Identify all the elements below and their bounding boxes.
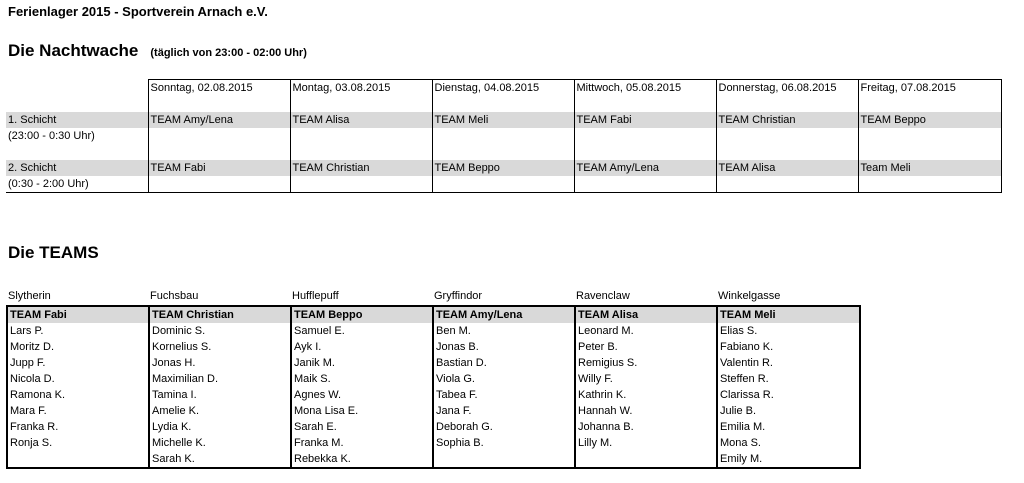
schedule-day-header: Freitag, 07.08.2015 [858,80,1001,97]
team-house-name: Fuchsbau [150,290,199,302]
team-member: Sarah K. [149,451,291,468]
schedule-day-header: Donnerstag, 06.08.2015 [716,80,858,97]
shift-label: 1. Schicht [6,112,148,128]
team-member: Julie B. [717,403,860,419]
document-title: Ferienlager 2015 - Sportverein Arnach e.V. [8,4,268,19]
shift-team-cell: TEAM Amy/Lena [574,160,716,176]
team-member: Dominic S. [149,323,291,339]
shift-team-cell: TEAM Alisa [716,160,858,176]
team-name: TEAM Alisa [575,306,717,323]
shift-team-cell: TEAM Beppo [858,112,1001,128]
team-member: Ramona K. [7,387,149,403]
schedule-shift-row [6,112,1001,128]
empty-cell [7,451,149,468]
team-member: Jana F. [433,403,575,419]
team-member: Deborah G. [433,419,575,435]
teams-table [6,305,861,469]
team-member-row [7,403,860,419]
team-member: Samuel E. [291,323,433,339]
team-member: Mona S. [717,435,860,451]
team-house-name: Gryffindor [434,290,483,302]
team-member: Willy F. [575,371,717,387]
team-member-row [7,355,860,371]
team-member: Ben M. [433,323,575,339]
team-member: Valentin R. [717,355,860,371]
team-member: Kathrin K. [575,387,717,403]
team-member: Jonas B. [433,339,575,355]
schedule-corner-cell [6,80,148,97]
team-member-row [7,371,860,387]
shift-team-cell: TEAM Fabi [148,160,290,176]
team-member-row [7,387,860,403]
shift-team-cell: TEAM Meli [432,112,574,128]
schedule-spacer-row [6,96,1001,112]
team-name: TEAM Beppo [291,306,433,323]
team-name: TEAM Meli [717,306,860,323]
team-member: Emily M. [717,451,860,468]
team-member: Steffen R. [717,371,860,387]
shift-team-cell: TEAM Christian [290,160,432,176]
team-member: Rebekka K. [291,451,433,468]
nachtwache-heading [8,41,307,61]
shift-team-cell: Team Meli [858,160,1001,176]
team-member-row [7,435,860,451]
team-member: Janik M. [291,355,433,371]
team-member: Mona Lisa E. [291,403,433,419]
shift-time: (23:00 - 0:30 Uhr) [8,130,95,142]
team-member: Clarissa R. [717,387,860,403]
schedule-shift-time-row [6,176,1001,193]
team-member-row [7,419,860,435]
schedule-day-header: Mittwoch, 05.08.2015 [574,80,716,97]
nachtwache-schedule-table [6,79,1002,193]
team-house-name: Hufflepuff [292,290,339,302]
nachtwache-title: Die Nachtwache [8,41,139,60]
team-member: Michelle K. [149,435,291,451]
schedule-day-header: Dienstag, 04.08.2015 [432,80,574,97]
shift-team-cell: TEAM Alisa [290,112,432,128]
team-house-name: Slytherin [8,290,51,302]
team-house-name: Ravenclaw [576,290,630,302]
team-member: Viola G. [433,371,575,387]
team-member: Ayk I. [291,339,433,355]
team-member: Emilia M. [717,419,860,435]
teams-heading: Die TEAMS [8,243,99,262]
schedule-header-row [6,80,1001,97]
team-member: Lars P. [7,323,149,339]
team-member-row [7,451,860,468]
shift-time: (0:30 - 2:00 Uhr) [6,176,148,193]
shift-label: 2. Schicht [6,160,148,176]
team-member-row [7,323,860,339]
empty-cell [575,451,717,468]
team-member: Elias S. [717,323,860,339]
schedule-day-header: Montag, 03.08.2015 [290,80,432,97]
team-member: Sophia B. [433,435,575,451]
team-member: Tamina I. [149,387,291,403]
team-member: Bastian D. [433,355,575,371]
team-member: Fabiano K. [717,339,860,355]
team-member: Peter B. [575,339,717,355]
team-member: Maximilian D. [149,371,291,387]
team-name: TEAM Christian [149,306,291,323]
team-member-row [7,339,860,355]
shift-team-cell: TEAM Beppo [432,160,574,176]
team-member: Lilly M. [575,435,717,451]
team-member: Johanna B. [575,419,717,435]
team-member: Agnes W. [291,387,433,403]
team-member: Franka R. [7,419,149,435]
empty-cell [433,451,575,468]
team-member: Lydia K. [149,419,291,435]
team-member: Ronja S. [7,435,149,451]
team-name: TEAM Amy/Lena [433,306,575,323]
team-member: Tabea F. [433,387,575,403]
team-member: Sarah E. [291,419,433,435]
schedule-shift-row [6,160,1001,176]
team-house-name: Winkelgasse [718,290,781,302]
team-member: Moritz D. [7,339,149,355]
shift-team-cell: TEAM Amy/Lena [148,112,290,128]
team-member: Remigius S. [575,355,717,371]
shift-team-cell: TEAM Christian [716,112,858,128]
schedule-day-header: Sonntag, 02.08.2015 [148,80,290,97]
schedule-shift-time-row [6,128,1001,144]
team-member: Franka M. [291,435,433,451]
team-member: Amelie K. [149,403,291,419]
nachtwache-time-note: (täglich von 23:00 - 02:00 Uhr) [150,47,307,59]
team-member: Nicola D. [7,371,149,387]
team-name-row [7,306,860,323]
team-member: Mara F. [7,403,149,419]
schedule-spacer-row [6,144,1001,160]
shift-team-cell: TEAM Fabi [574,112,716,128]
team-member: Leonard M. [575,323,717,339]
team-member: Kornelius S. [149,339,291,355]
team-member: Jupp F. [7,355,149,371]
team-name: TEAM Fabi [7,306,149,323]
team-member: Maik S. [291,371,433,387]
team-member: Jonas H. [149,355,291,371]
team-member: Hannah W. [575,403,717,419]
